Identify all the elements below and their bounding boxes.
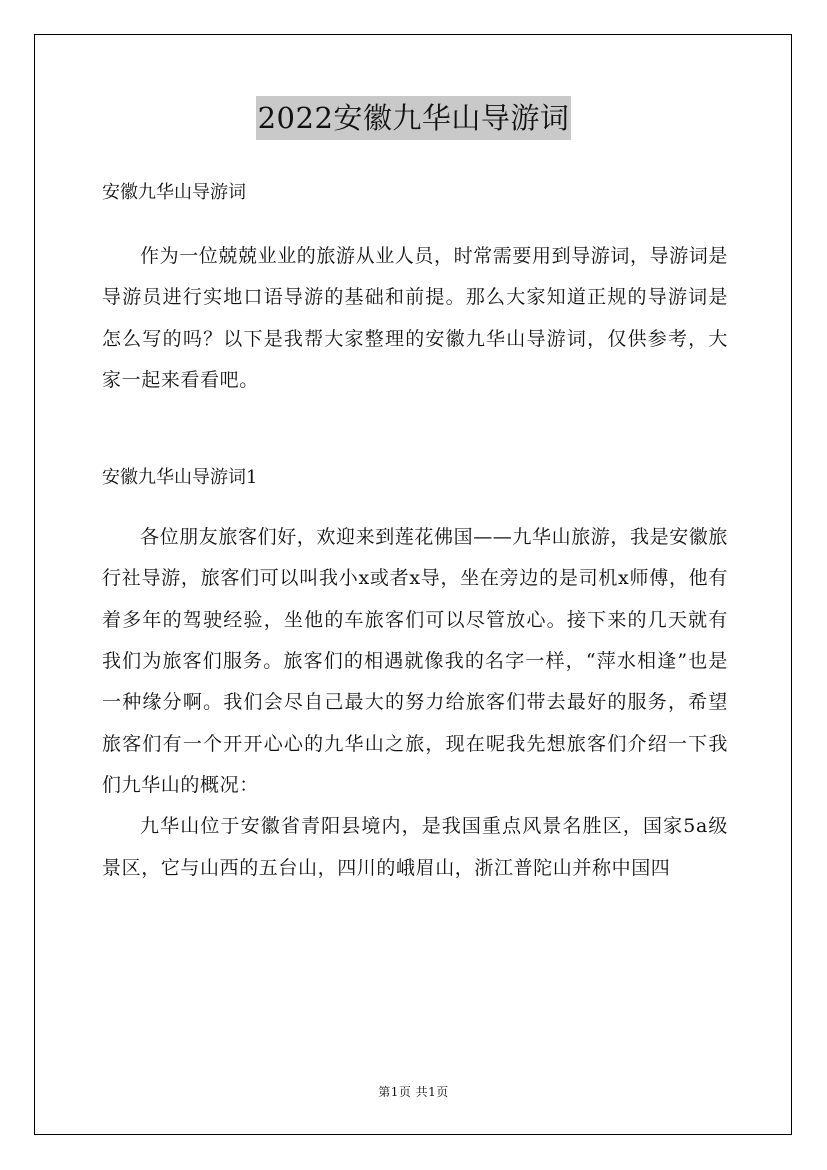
title-container xyxy=(0,96,827,140)
document-title: 2022安徽九华山导游词 xyxy=(256,96,572,140)
section-paragraph-1: 各位朋友旅客们好，欢迎来到莲花佛国——九华山旅游，我是安徽旅行社导游，旅客们可以叫我小x或者x导，坐在旁边的是司机x师傅，他有着多年的驾驶经验，坐他的车旅客们可以尽管放心。接下来的几天就有我们为旅客们服务。旅客们的相遇就像我的名字一样，“萍水相逢”也是一种缘分啊。我们会尽自己最大的努力给旅客们带去最好的服务，希望旅客们有一个开开心心的九华山之旅，现在呢我先想旅客们介绍一下我们九华山的概况： xyxy=(102,526,729,796)
section-paragraph-2: 九华山位于安徽省青阳县境内，是我国重点风景名胜区，国家5a级景区，它与山西的五台山，四川的峨眉山，浙江普陀山并称中国四 xyxy=(102,815,728,879)
intro-heading: 安徽九华山导游词 xyxy=(102,182,246,203)
document-body xyxy=(102,172,728,889)
section-heading: 安徽九华山导游词1 xyxy=(102,467,258,489)
intro-paragraph: 作为一位兢兢业业的旅游从业人员，时常需要用到导游词，导游词是导游员进行实地口语导游的基础和前提。那么大家知道正规的导游词是怎么写的吗？以下是我帮大家整理的安徽九华山导游词，仅供参考，大家一起来看看吧。 xyxy=(102,245,729,391)
page-footer: 第1页 共1页 xyxy=(378,1085,449,1099)
